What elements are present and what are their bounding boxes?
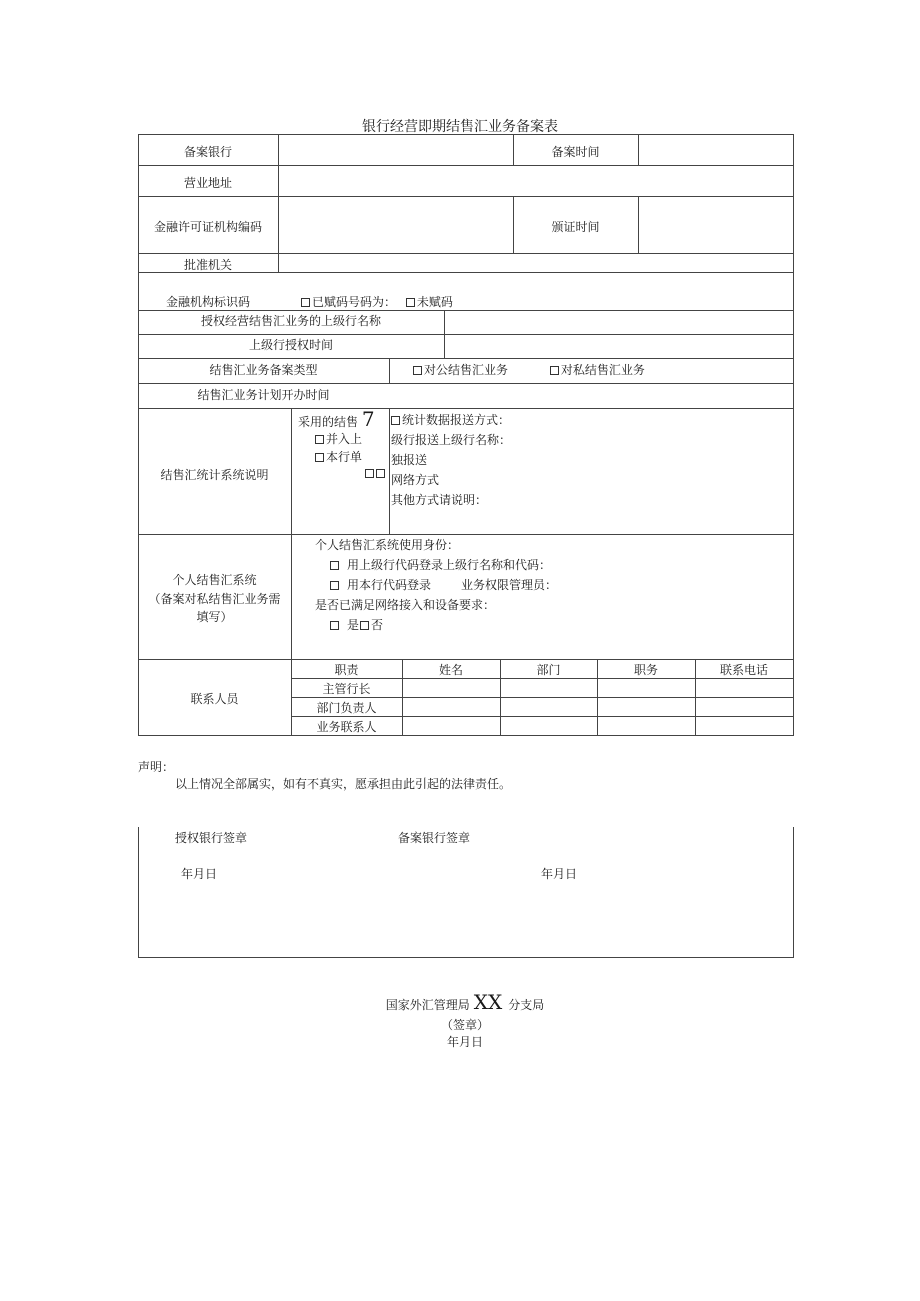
org-id-options: 已赋码号码为： 未赋码 (301, 293, 453, 310)
plan-date-label: 结售汇业务计划开办时间 (197, 388, 330, 402)
declaration-title: 声明： (138, 760, 175, 774)
checkbox-merge[interactable] (315, 435, 324, 444)
checkbox-self[interactable] (315, 453, 324, 462)
checkbox-no[interactable] (360, 621, 369, 630)
parent-auth-time-label: 上级行授权时间 (248, 338, 333, 352)
record-type-label: 结售汇业务备案类型 (209, 363, 318, 377)
stats-self-option: 本行单 (315, 448, 362, 465)
checkbox-yes[interactable] (330, 621, 339, 630)
bank-label: 备案银行 (183, 145, 232, 159)
checkbox-public[interactable] (413, 366, 422, 375)
contacts-label: 联系人员 (190, 692, 239, 706)
stats-adopted: 采用的结售 7 (298, 407, 375, 431)
footer-seal: （签章） (440, 1018, 489, 1032)
stats-extra-boxes (365, 466, 387, 480)
checkbox-unassigned[interactable] (406, 298, 415, 307)
checkbox-mode[interactable] (391, 416, 400, 425)
declaration-text: 以上情况全部属实，如有不真实，愿承担由此引起的法律责任。 (175, 777, 512, 791)
footer-office: 国家外汇管理局 XX 分支局 (385, 990, 545, 1014)
footer-date: 年月日 (446, 1035, 483, 1049)
stats-upper-bank: 级行报送上级行名称： (391, 433, 512, 447)
contact-header-phone: 联系电话 (719, 663, 768, 677)
record-date-field[interactable] (640, 136, 791, 164)
checkbox-network[interactable] (365, 469, 374, 478)
personal-yes-no: 是 否 (330, 616, 383, 633)
record-type-options: 对公结售汇业务 对私结售汇业务 (413, 361, 645, 378)
checkbox-upper-login[interactable] (330, 561, 339, 570)
personal-label-3: 填写） (196, 610, 233, 624)
personal-network-question: 是否已满足网络接入和设备要求： (315, 598, 496, 612)
personal-self-login: 用本行代码登录 业务权限管理员： (330, 576, 557, 593)
approval-label: 批准机关 (183, 258, 232, 272)
personal-upper-login: 用上级行代码登录上级行名称和代码： (330, 556, 551, 573)
personal-identity: 个人结售汇系统使用身份： (315, 538, 460, 552)
issue-date-label: 颁证时间 (551, 220, 600, 234)
bank-field[interactable] (280, 136, 511, 164)
stats-independent: 独报送 (391, 453, 428, 467)
contact-header-dept: 部门 (536, 663, 561, 677)
address-field[interactable] (280, 167, 791, 195)
parent-bank-label: 授权经营结售汇业务的上级行名称 (200, 314, 381, 328)
page-title: 银行经营即期结售汇业务备案表 (362, 119, 558, 135)
parent-auth-time-field[interactable] (446, 336, 791, 356)
plan-date-field[interactable] (391, 386, 791, 406)
personal-label-2: （备案对私结售汇业务需 (148, 592, 281, 606)
checkbox-other[interactable] (376, 469, 385, 478)
stats-label: 结售汇统计系统说明 (160, 468, 269, 482)
checkbox-self-login[interactable] (330, 581, 339, 590)
record-bank-seal: 备案银行签章 (398, 831, 471, 845)
record-date-label: 备案时间 (551, 145, 600, 159)
sign-date-left: 年月日 (181, 867, 218, 881)
contact-header-name: 姓名 (438, 663, 463, 677)
stats-merge-option: 并入上 (315, 430, 362, 447)
checkbox-assigned[interactable] (301, 298, 310, 307)
issue-date-field[interactable] (640, 198, 791, 252)
auth-bank-seal: 授权银行签章 (175, 831, 248, 845)
stats-other: 其他方式请说明： (391, 493, 488, 507)
license-code-label: 金融许可证机构编码 (153, 220, 262, 234)
contact-header-duty: 职责 (334, 663, 359, 677)
org-id-label: 金融机构标识码 (165, 295, 250, 309)
contact-role-biz: 业务联系人 (316, 720, 377, 734)
parent-bank-field[interactable] (446, 312, 791, 332)
approval-field[interactable] (280, 255, 791, 271)
stats-network: 网络方式 (391, 473, 440, 487)
checkbox-private[interactable] (550, 366, 559, 375)
personal-label-1: 个人结售汇系统 (172, 573, 257, 587)
contact-role-head: 主管行长 (322, 682, 371, 696)
sign-date-right: 年月日 (541, 867, 578, 881)
license-code-field[interactable] (280, 198, 511, 252)
contact-header-title: 职务 (633, 663, 658, 677)
address-label: 营业地址 (183, 176, 232, 190)
contact-fields[interactable] (403, 679, 793, 735)
contact-role-dept: 部门负责人 (316, 701, 377, 715)
stats-mode: 统计数据报送方式： (391, 411, 510, 428)
